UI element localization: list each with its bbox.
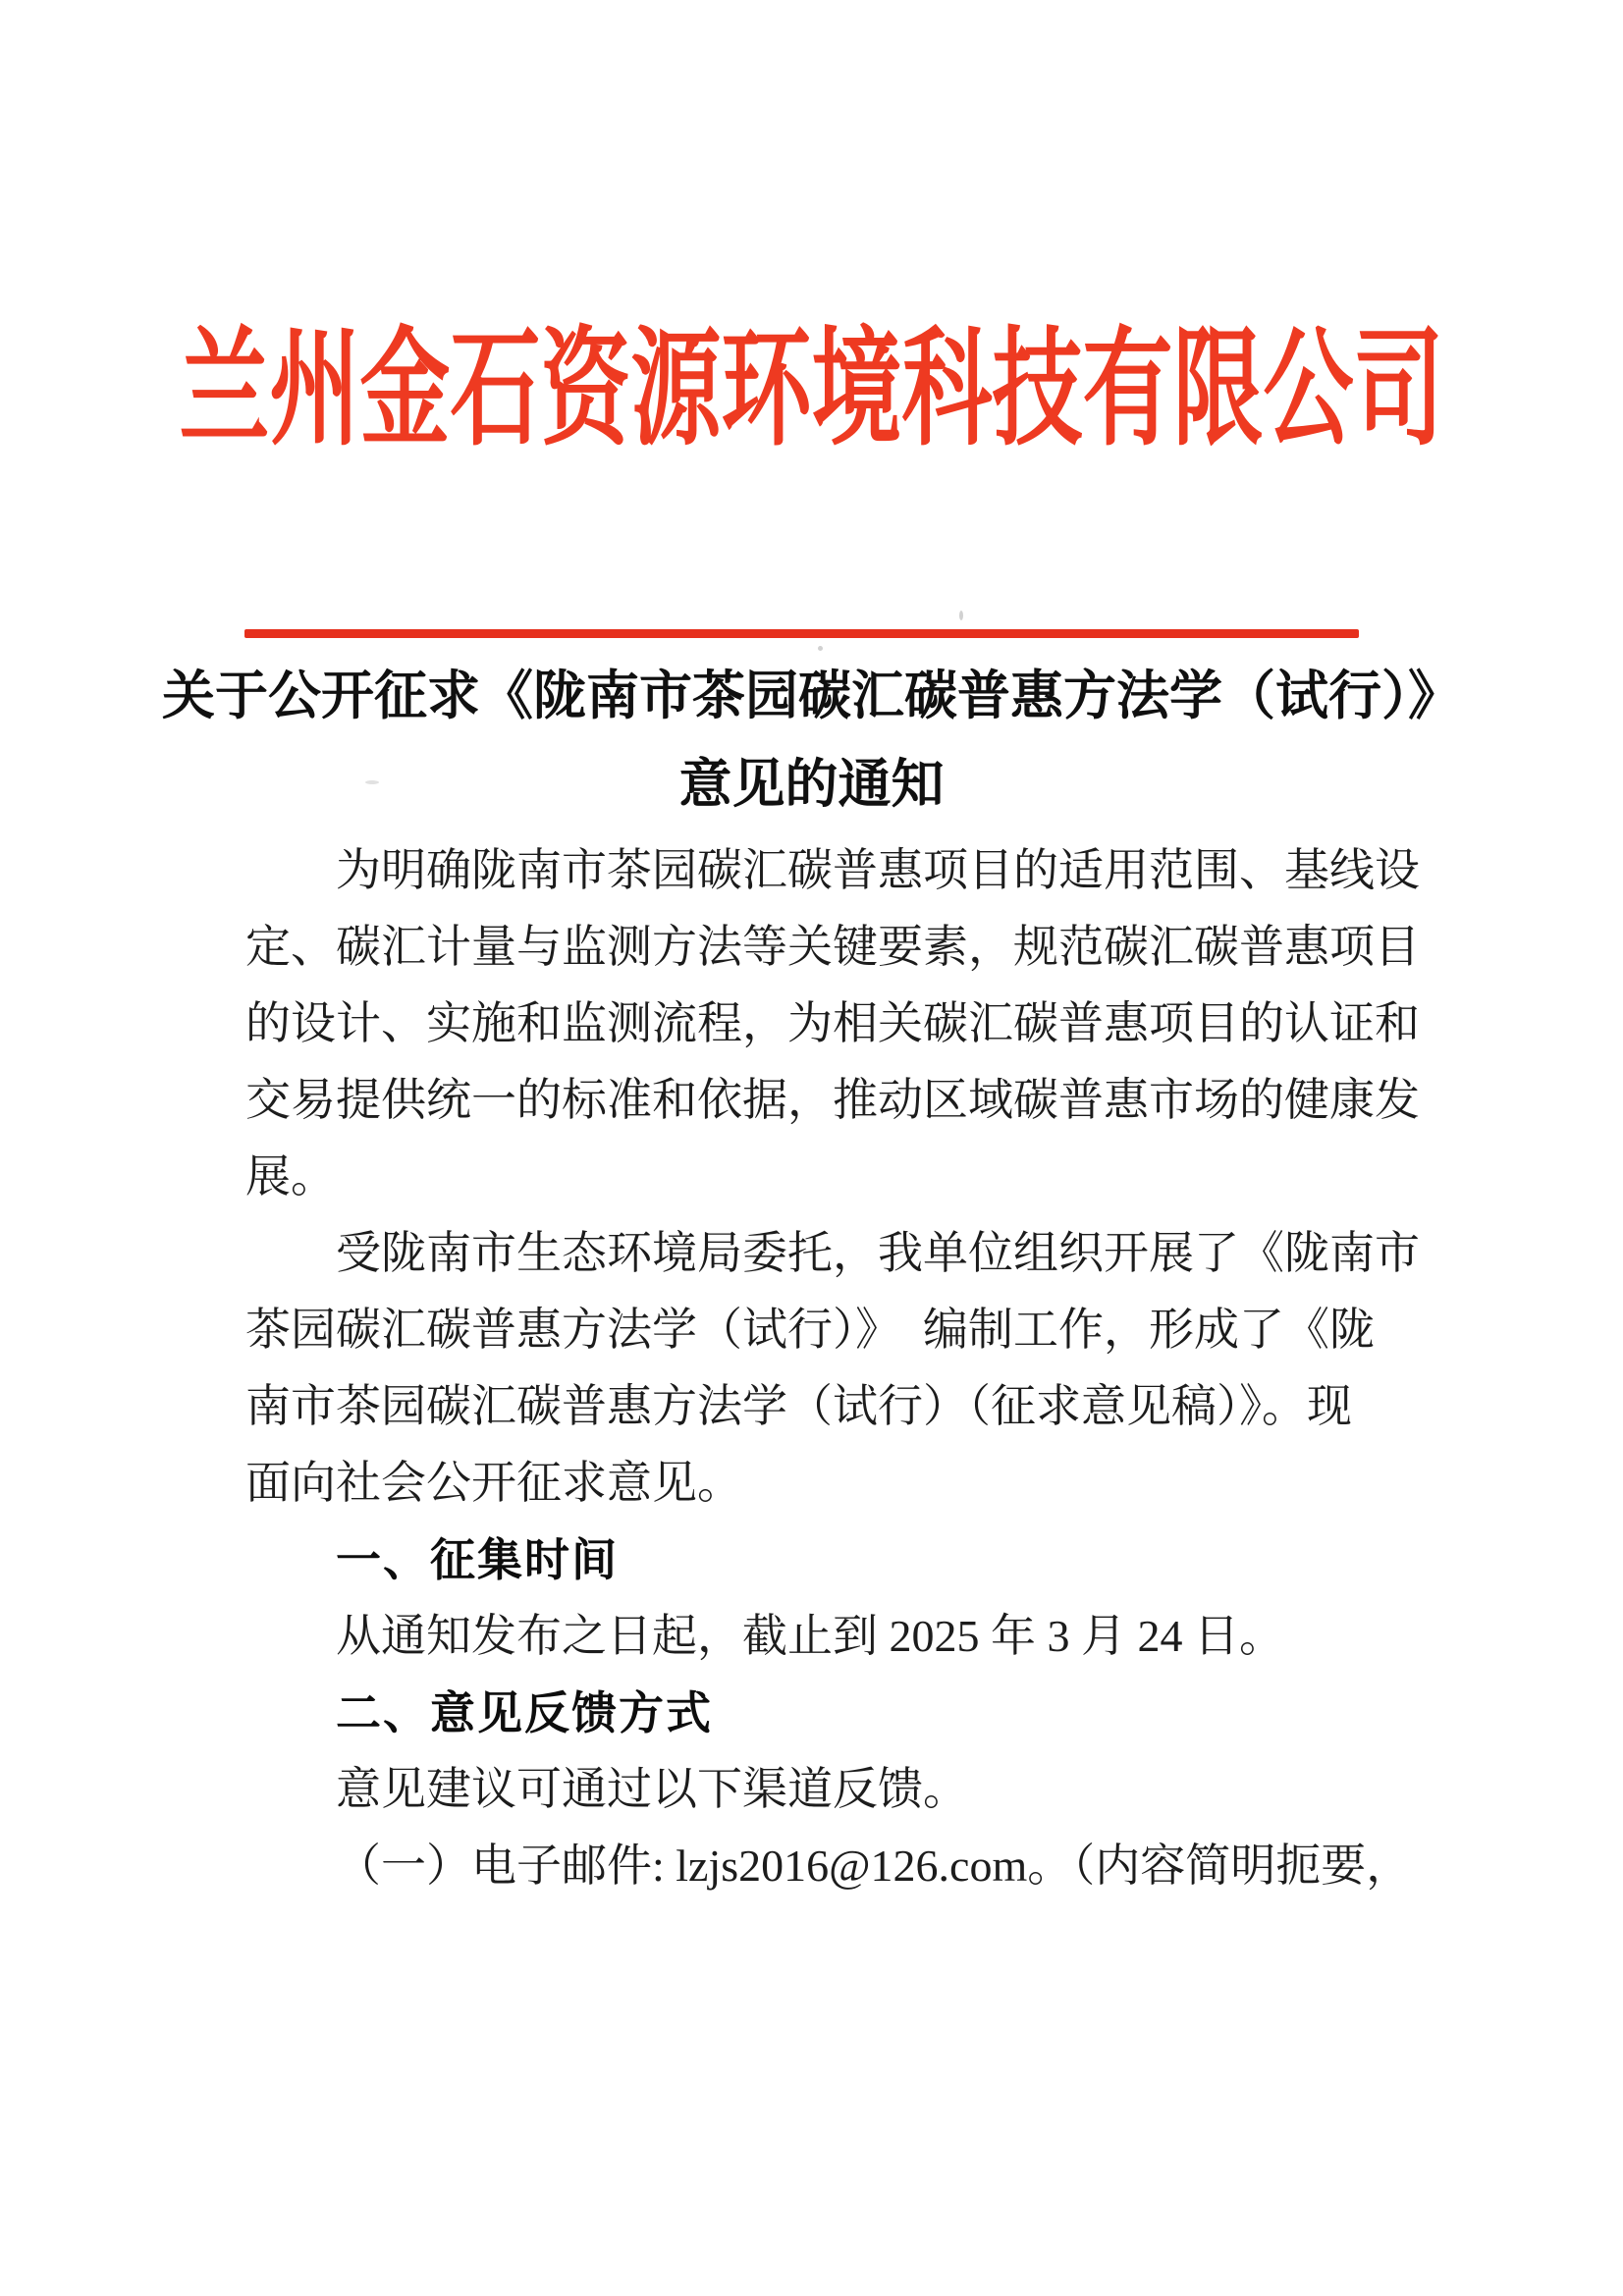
body-line: 面向社会公开征求意见。: [245, 1458, 742, 1508]
body-line: 展。: [245, 1151, 336, 1201]
scan-speck: [959, 611, 963, 620]
body-line: 定、碳汇计量与监测方法等关键要素，规范碳汇碳普惠项目: [245, 922, 1420, 972]
document-title-line-1: 关于公开征求《陇南市茶园碳汇碳普惠方法学（试行）》: [162, 667, 1461, 725]
section-heading: 二、意见反馈方式: [336, 1687, 713, 1738]
body-line: （一）电子邮件: lzjs2016@126.com。（内容简明扼要，: [336, 1841, 1412, 1891]
body-line: 从通知发布之日起，截止到 2025 年 3 月 24 日。: [336, 1611, 1284, 1661]
body-line: 的设计、实施和监测流程，为相关碳汇碳普惠项目的认证和: [245, 998, 1420, 1048]
body-line: 为明确陇南市茶园碳汇碳普惠项目的适用范围、基线设: [336, 845, 1420, 895]
body-line: 茶园碳汇碳普惠方法学（试行）》 编制工作，形成了《陇: [245, 1305, 1375, 1355]
body-line: 南市茶园碳汇碳普惠方法学（试行）（征求意见稿）》。现: [245, 1381, 1352, 1431]
scan-speck: [365, 780, 379, 784]
document-title-line-2: 意见的通知: [678, 755, 945, 814]
document-body: [245, 832, 1420, 1904]
body-line: 交易提供统一的标准和依据，推动区域碳普惠市场的健康发: [245, 1075, 1420, 1125]
scan-speck: [818, 646, 823, 651]
body-line: 受陇南市生态环境局委托，我单位组织开展了《陇南市: [336, 1228, 1420, 1278]
body-line: 意见建议可通过以下渠道反馈。: [336, 1764, 968, 1814]
section-heading: 一、征集时间: [336, 1534, 619, 1585]
red-divider-line: [244, 629, 1359, 638]
document-title: [0, 652, 1623, 828]
company-letterhead: 兰州金石资源环境科技有限公司: [179, 318, 1444, 461]
